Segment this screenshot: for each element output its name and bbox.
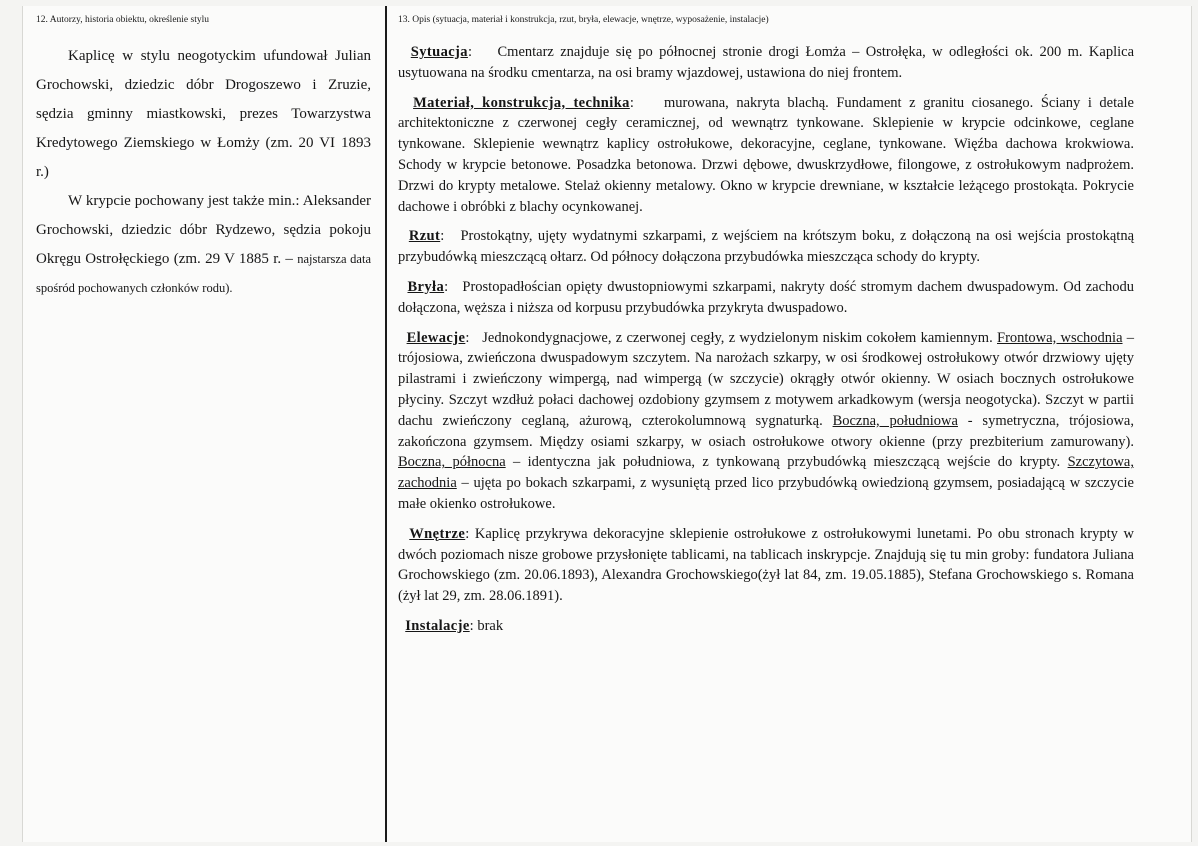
- elewacja-poludniowa-label: Boczna, południowa: [832, 412, 958, 429]
- instalacje-label: Instalacje: [405, 617, 470, 634]
- elewacja-polnocna-label: Boczna, północna: [398, 454, 506, 471]
- left-column: [36, 14, 371, 303]
- section-material: Materiał, konstrukcja, technika: murowana, nakryta blachą. Fundament z granitu ciosanego. Ściany i detale architektoniczne z czerwonej cegły ceramicznej, od wewnątrz tynkowane. Sklepienie w krypcie odcinkowe, ceglane tynkowane. Sklepienie wewnątrz kaplicy ostrołukowe, dekoracyjne, ceglane, tynkowane. Więźba dachowa krokwiowa. Schody w krypcie betonowe. Posadzka betonowa. Drzwi dębowe, dwuskrzydłowe, filongowe, z ostrołukowym nadprożem. Drzwi do krypty metalowe. Stelaż okienny metalowy. Okno w krypcie drewniane, w kształcie leżącego prostokąta. Pokrycie dachowe i obróbki z blachy ocynkowanej.: [398, 94, 1134, 215]
- rzut-text: Prostokątny, ujęty wydatnymi szkarpami, z wejściem na krótszym boku, z dołączoną na osi wejścia prostokątną przybudówką mieszczącą ołtarz. Od północy dołączona przybudówka mieszcząca schody do krypty.: [398, 228, 1135, 266]
- bryla-label: Bryła: [407, 278, 445, 295]
- sytuacja-text: Cmentarz znajduje się po północnej stronie drogi Łomża – Ostrołęka, w odległości ok. 200 m. Kaplica usytuowana na środku cmentarza, na osi bramy wjazdowej, ustawiona do niej frontem.: [398, 44, 1135, 81]
- elewacje-text-5: – ujęta po bokach szkarpami, z wysuniętą przed lico przybudówką owiedzioną gzymsem, posiadającą w szczycie małe okienko ostrołukowe.: [398, 475, 1134, 512]
- bryla-text: Prostopadłościan opięty dwustopniowymi szkarpami, nakryty dość stromym dachem dwuspadowym. Od zachodu dołączona, węższa i niższa od korpusu przybudówka przykryta dwuspadowo.: [398, 278, 1135, 316]
- material-text: murowana, nakryta blachą. Fundament z granitu ciosanego. Ściany i detale architektoniczne z czerwonej cegły ceramicznej, od wewnątrz tynkowane. Sklepienie w krypcie odcinkowe, ceglane tynkowane. Sklepienie wewnątrz kaplicy ostrołukowe, dekoracyjne, ceglane, tynkowane. Więźba dachowa krokwiowa. Schody w krypcie betonowe. Posadzka betonowa. Drzwi dębowe, dwuskrzydłowe, filongowe, z ostrołukowym nadprożem. Drzwi do krypty metalowe. Stelaż okienny metalowy. Okno w krypcie drewniane, w kształcie leżącego prostokąta. Pokrycie dachowe i obróbki z blachy ocynkowanej.: [398, 94, 1134, 215]
- rzut-label: Rzut: [408, 228, 441, 245]
- elewacje-text-2: – trójosiowa, zwieńczona dwuspadowym szczytem. Na narożach szkarpy, w osi środkowej ostrołukowy otwór drzwiowy ujęty pilastrami i zwieńczony wimpergą, nad wimpergą (w szczycie) okrągły otwór okienny. W osiach bocznych ostrołukowe płyciny. Szczyt wzdłuż połaci dachowej ozdobiony gzymsem z motywem arkadkowym (wersja neogotycka). Szczyt w partii dachu zwieńczony ceglaną, ażurową, czterokolumnową sygnaturką.: [398, 329, 1135, 429]
- section-bryla: Bryła: Prostopadłościan opięty dwustopniowymi szkarpami, nakryty dość stromym dachem dwuspadowym. Od zachodu dołączona, węższa i niższa od korpusu przybudówka przykryta dwuspadowo.: [398, 278, 1135, 316]
- section-instalacje: Instalacje: brak: [405, 617, 504, 634]
- instalacje-text: brak: [477, 617, 504, 634]
- elewacje-text-1: Jednokondygnacjowe, z czerwonej cegły, z wydzielonym niskim cokołem kamiennym.: [482, 329, 993, 346]
- right-column: [398, 14, 1134, 646]
- section-wnetrze: Wnętrze: Kaplicę przykrywa dekoracyjne sklepienie ostrołukowe z ostrołukowymi lunetami. Po obu stronach krypty w dwóch poziomach nisze grobowe przysłonięte tablicami, na tablicach inskrypcje. Znajdują się tu min groby: fundatora Juliana Grochowskiego (zm. 20.06.1893), Alexandra Grochowskiego(żył lat 84, zm. 19.05.1885), Stefana Grochowskiego s. Romana (żył lat 29, zm. 28.06.1891).: [398, 525, 1135, 605]
- elewacja-zachodnia-label: Szczytowa, zachodnia: [398, 454, 1134, 492]
- history-paragraph-2-note: najstarsza data spośród pochowanych członków rodu).: [36, 252, 371, 295]
- elewacje-text-4: – identyczna jak południowa, z tynkowaną przybudówką mieszczącą wejście do krypty.: [505, 454, 1061, 471]
- history-paragraph-2: [36, 187, 371, 303]
- section-sytuacja: Sytuacja: Cmentarz znajduje się po północnej stronie drogi Łomża – Ostrołęka, w odległości ok. 200 m. Kaplica usytuowana na środku cmentarza, na osi bramy wjazdowej, ustawiona do niej frontem.: [398, 44, 1135, 81]
- elewacja-frontowa-label: Frontowa, wschodnia: [997, 329, 1123, 346]
- material-label: Materiał, konstrukcja, technika: [413, 94, 630, 111]
- right-section-header: 13. Opis (sytuacja, materiał i konstrukcja, rzut, bryła, elewacje, wnętrze, wyposażenie, instalacje): [398, 15, 769, 25]
- column-divider: [385, 6, 387, 842]
- elewacje-text-3: - symetryczna, trójosiowa, zakończona gzymsem. Między osiami szkarpy, w osiach ostrołukowe otwory okienne (przy prezbiterium zamurowany).: [398, 412, 1134, 450]
- elewacje-label: Elewacje: [406, 329, 466, 346]
- history-paragraph-1: Kaplicę w stylu neogotyckim ufundował Julian Grochowski, dziedzic dóbr Drogoszewo i Zruzie, sędzia gminny miastkowski, prezes Towarzystwa Kredytowego Ziemskiego w Łomży (zm. 20 VI 1893 r.): [36, 48, 371, 180]
- sytuacja-label: Sytuacja: [410, 44, 468, 60]
- section-elewacje: Elewacje: Jednokondygnacjowe, z czerwonej cegły, z wydzielonym niskim cokołem kamiennym. Frontowa, wschodnia – trójosiowa, zwieńczona dwuspadowym szczytem. Na narożach szkarpy, w osi środkowej ostrołukowy otwór drzwiowy ujęty pilastrami i zwieńczony wimpergą, nad wimpergą (w szczycie) okrągły otwór okienny. W osiach bocznych ostrołukowe płyciny. Szczyt wzdłuż połaci dachowej ozdobiony gzymsem z motywem arkadkowym (wersja neogotycka). Szczyt w partii dachu zwieńczony ceglaną, ażurową, czterokolumnową sygnaturką. Boczna, południowa - symetryczna, trójosiowa, zakończona gzymsem. Między osiami szkarpy, w osiach ostrołukowe otwory okienne (przy prezbiterium zamurowany). Boczna, północna – identyczna jak południowa, z tynkowaną przybudówką mieszczącą wejście do krypty. Szczytowa, zachodnia – ujęta po bokach szkarpami, z wysuniętą przed lico przybudówką owiedzioną gzymsem, posiadającą w szczycie małe okienko ostrołukowe.: [398, 329, 1135, 512]
- section-rzut: Rzut: Prostokątny, ujęty wydatnymi szkarpami, z wejściem na krótszym boku, z dołączoną na osi wejścia prostokątną przybudówką mieszczącą ołtarz. Od północy dołączona przybudówka mieszcząca schody do krypty.: [398, 228, 1135, 266]
- history-text: [36, 42, 371, 303]
- left-section-header: 12. Autorzy, historia obiektu, określenie stylu: [36, 15, 209, 25]
- history-paragraph-2-main: W krypcie pochowany jest także min.: Aleksander Grochowski, dziedzic dóbr Rydzewo, sędzia pokoju Okręgu Ostrołęckiego (zm. 29 V 1885 r. –: [36, 193, 371, 267]
- wnetrze-text: Kaplicę przykrywa dekoracyjne sklepienie ostrołukowe z ostrołukowymi lunetami. Po obu stronach krypty w dwóch poziomach nisze grobowe przysłonięte tablicami, na tablicach inskrypcje. Znajdują się tu min groby: fundatora Juliana Grochowskiego (zm. 20.06.1893), Alexandra Grochowskiego(żył lat 84, zm. 19.05.1885), Stefana Grochowskiego s. Romana (żył lat 29, zm. 28.06.1891).: [398, 525, 1135, 605]
- wnetrze-label: Wnętrze: [409, 525, 466, 542]
